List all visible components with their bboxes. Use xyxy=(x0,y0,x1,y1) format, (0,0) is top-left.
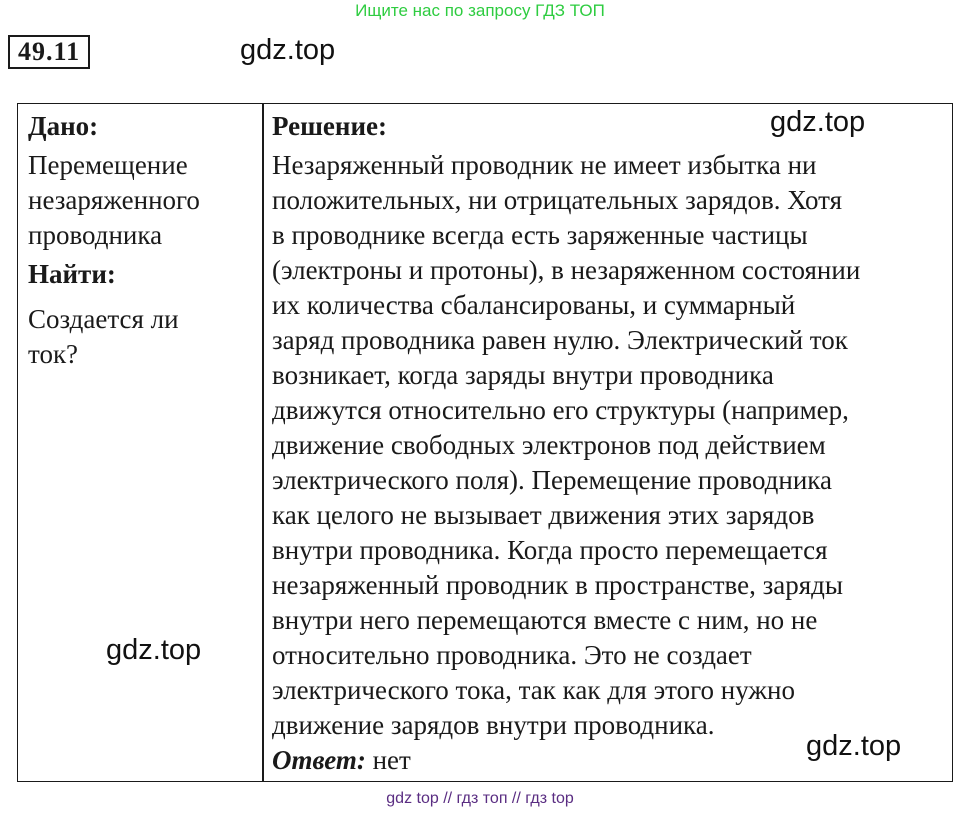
solution-text xyxy=(272,148,948,778)
solution-line: положительных, ни отрицательных зарядов. Хотя xyxy=(272,185,843,215)
find-heading: Найти: xyxy=(28,259,116,289)
column-divider xyxy=(262,104,264,781)
solution-line: движение свободных электронов под действием xyxy=(272,430,826,460)
solution-line: возникает, когда заряды внутри проводника xyxy=(272,360,774,390)
solution-line: незаряженный проводник в пространстве, заряды xyxy=(272,570,844,600)
solution-line: (электроны и протоны), в незаряженном состоянии xyxy=(272,255,861,285)
solution-line: внутри него перемещаются вместе с ним, но не xyxy=(272,605,818,635)
find-line: Создается ли xyxy=(28,304,179,334)
given-line: проводника xyxy=(28,220,163,250)
given-line: Перемещение xyxy=(28,150,188,180)
given-heading: Дано: xyxy=(28,111,99,141)
answer-value: нет xyxy=(372,745,411,775)
solution-line: как целого не вызывает движения этих зарядов xyxy=(272,500,815,530)
footer-links[interactable]: gdz top // гдз топ // гдз top xyxy=(386,790,574,807)
solution-line: электрического поля). Перемещение проводника xyxy=(272,465,832,495)
solution-line: движутся относительно его структуры (например, xyxy=(272,395,849,425)
solution-line: Незаряженный проводник не имеет избытка ни xyxy=(272,150,817,180)
solution-line: их количества сбалансированы, и суммарный xyxy=(272,290,796,320)
solution-line: движение зарядов внутри проводника. xyxy=(272,710,715,740)
given-text xyxy=(28,148,253,253)
solution-line: заряд проводника равен нулю. Электрический ток xyxy=(272,325,848,355)
find-text xyxy=(28,302,253,372)
watermark-top: gdz.top xyxy=(240,34,336,66)
solution-heading: Решение: xyxy=(272,111,387,141)
answer-label: Ответ: xyxy=(272,745,366,775)
solution-line: в проводнике всегда есть заряженные частицы xyxy=(272,220,808,250)
solution-line: относительно проводника. Это не создает xyxy=(272,640,752,670)
watermark-right-top: gdz.top xyxy=(770,106,866,138)
given-column xyxy=(28,109,253,372)
watermark-right-bottom: gdz.top xyxy=(806,730,902,762)
top-banner[interactable]: Ищите нас по запросу ГДЗ ТОП xyxy=(355,1,605,20)
watermark-left: gdz.top xyxy=(106,634,202,666)
problem-number: 49.11 xyxy=(8,35,90,69)
solution-line: внутри проводника. Когда просто перемещается xyxy=(272,535,828,565)
find-line: ток? xyxy=(28,339,79,369)
solution-table xyxy=(17,103,953,782)
given-line: незаряженного xyxy=(28,185,200,215)
solution-line: электрического тока, так как для этого нужно xyxy=(272,675,795,705)
solution-column xyxy=(272,109,948,778)
